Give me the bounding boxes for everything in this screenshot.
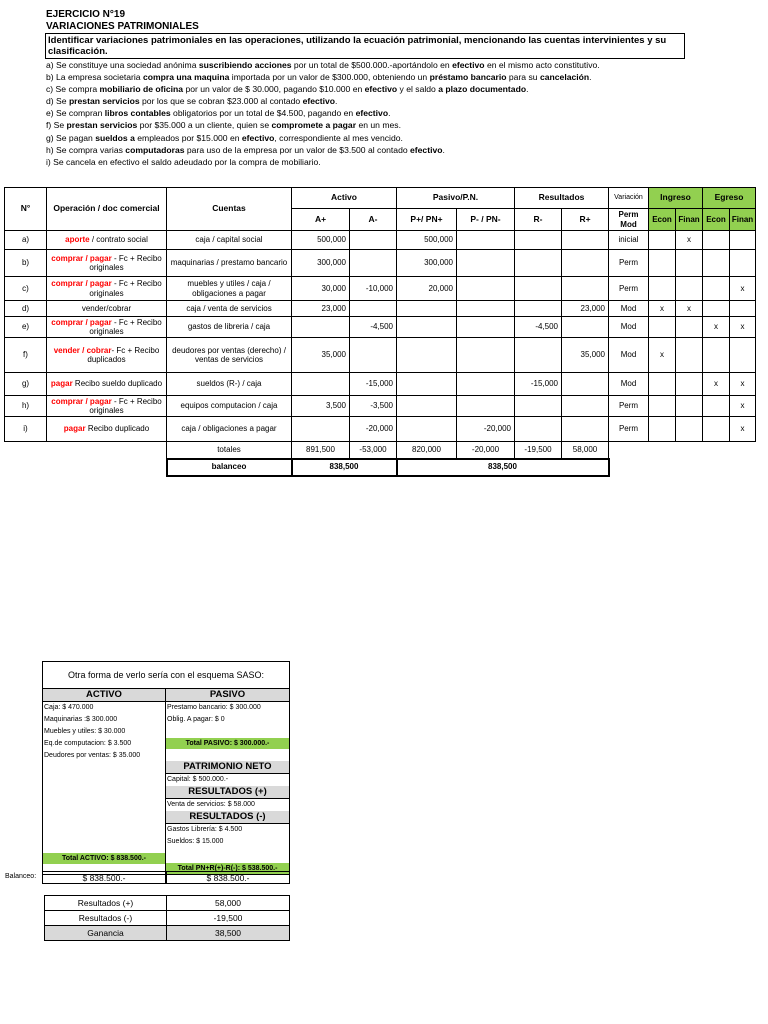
col-r-minus: R- bbox=[515, 209, 562, 231]
row-egreso-econ bbox=[703, 250, 730, 277]
saso-res-neg-header: RESULTADOS (-) bbox=[166, 811, 289, 824]
row-r-minus bbox=[515, 250, 562, 277]
row-r-minus bbox=[515, 301, 562, 317]
row-r-plus bbox=[562, 417, 609, 442]
row-ingreso-finan bbox=[676, 277, 703, 301]
col-variacion: Variación bbox=[609, 188, 649, 209]
operation-item: b) La empresa societaria compra una maquina importada por un valor de $300.000, obteniendo un préstamo bancario para su cancelación. bbox=[46, 72, 592, 83]
total-r-plus: 58,000 bbox=[562, 442, 609, 459]
total-p-plus: 820,000 bbox=[397, 442, 457, 459]
row-operation: comprar / pagar - Fc + Recibo originales bbox=[47, 396, 167, 417]
row-a-minus bbox=[350, 231, 397, 250]
operation-item: g) Se pagan sueldos a empleados por $15.000 en efectivo, correspondiente al mes vencido. bbox=[46, 132, 403, 143]
row-r-plus bbox=[562, 396, 609, 417]
row-p-minus bbox=[457, 301, 515, 317]
saso-pasivo-header: PASIVO bbox=[166, 689, 289, 702]
row-ingreso-econ bbox=[649, 396, 676, 417]
row-number: i) bbox=[5, 417, 47, 442]
row-ingreso-econ bbox=[649, 250, 676, 277]
col-egreso: Egreso bbox=[703, 188, 756, 209]
saso-res-neg-item: Sueldos: $ 15.000 bbox=[167, 838, 224, 845]
operation-item: f) Se prestan servicios por $35.000 a un cliente, quien se compromete a pagar en un mes. bbox=[46, 120, 401, 131]
row-r-plus bbox=[562, 250, 609, 277]
row-r-minus bbox=[515, 231, 562, 250]
row-egreso-econ bbox=[703, 277, 730, 301]
results-row bbox=[45, 896, 290, 911]
row-r-plus bbox=[562, 277, 609, 301]
row-egreso-econ bbox=[703, 417, 730, 442]
table-row bbox=[5, 250, 756, 277]
row-r-plus: 35,000 bbox=[562, 338, 609, 373]
row-p-plus bbox=[397, 373, 457, 396]
row-cuentas: caja / capital social bbox=[167, 231, 292, 250]
results-table bbox=[44, 895, 290, 941]
row-a-minus bbox=[350, 250, 397, 277]
row-ingreso-finan bbox=[676, 338, 703, 373]
row-cuentas: muebles y utiles / caja / obligaciones a pagar bbox=[167, 277, 292, 301]
saso-activo-item: Deudores por ventas: $ 35.000 bbox=[44, 752, 141, 759]
row-a-minus: -4,500 bbox=[350, 317, 397, 338]
row-a-minus: -10,000 bbox=[350, 277, 397, 301]
saso-res-neg-item: Gastos Librería: $ 4.500 bbox=[167, 826, 243, 833]
col-a-plus: A+ bbox=[292, 209, 350, 231]
row-r-minus: -15,000 bbox=[515, 373, 562, 396]
results-value: 38,500 bbox=[167, 926, 290, 941]
row-a-plus: 3,500 bbox=[292, 396, 350, 417]
row-r-minus bbox=[515, 396, 562, 417]
row-r-minus: -4,500 bbox=[515, 317, 562, 338]
row-r-minus bbox=[515, 338, 562, 373]
saso-activo-header: ACTIVO bbox=[43, 689, 165, 702]
row-egreso-econ: x bbox=[703, 317, 730, 338]
row-variacion: inicial bbox=[609, 231, 649, 250]
results-label: Ganancia bbox=[45, 926, 167, 941]
operation-item: a) Se constituye una sociedad anónima suscribiendo acciones por un total de $500.000.-aportándolo en efectivo en el mismo acto constitutivo. bbox=[46, 60, 600, 70]
row-number: a) bbox=[5, 231, 47, 250]
row-variacion: Mod bbox=[609, 373, 649, 396]
results-label: Resultados (-) bbox=[45, 911, 167, 926]
row-operation: comprar / pagar - Fc + Recibo originales bbox=[47, 317, 167, 338]
row-p-minus bbox=[457, 231, 515, 250]
row-p-minus bbox=[457, 373, 515, 396]
col-a-minus: A- bbox=[350, 209, 397, 231]
task-statement: Identificar variaciones patrimoniales en las operaciones, utilizando la ecuación patrimonial, mencionando las cuentas intervinientes y su clasificación. bbox=[45, 33, 685, 59]
operation-item: h) Se compra varias computadoras para uso de la empresa por un valor de $3.500 al contado efectivo. bbox=[46, 144, 445, 155]
row-ingreso-econ: x bbox=[649, 301, 676, 317]
saso-scheme bbox=[42, 661, 290, 875]
row-cuentas: equipos computacion / caja bbox=[167, 396, 292, 417]
row-r-plus bbox=[562, 373, 609, 396]
row-operation: comprar / pagar - Fc + Recibo originales bbox=[47, 250, 167, 277]
row-a-plus: 23,000 bbox=[292, 301, 350, 317]
total-a-plus: 891,500 bbox=[292, 442, 350, 459]
exercise-title: EJERCICIO N°19 bbox=[46, 9, 126, 20]
total-r-minus: -19,500 bbox=[515, 442, 562, 459]
table-row bbox=[5, 417, 756, 442]
row-egreso-finan bbox=[730, 250, 756, 277]
row-p-plus bbox=[397, 301, 457, 317]
col-resultados: Resultados bbox=[515, 188, 609, 209]
row-a-minus bbox=[350, 338, 397, 373]
row-p-minus bbox=[457, 338, 515, 373]
row-ingreso-finan: x bbox=[676, 301, 703, 317]
col-cuentas: Cuentas bbox=[167, 188, 292, 231]
row-egreso-econ: x bbox=[703, 373, 730, 396]
row-variacion: Mod bbox=[609, 338, 649, 373]
row-r-plus: 23,000 bbox=[562, 301, 609, 317]
row-a-plus bbox=[292, 417, 350, 442]
row-a-plus bbox=[292, 317, 350, 338]
row-r-plus bbox=[562, 231, 609, 250]
saso-title: Otra forma de verlo sería con el esquema SASO: bbox=[43, 662, 289, 689]
row-egreso-finan: x bbox=[730, 417, 756, 442]
row-p-plus: 300,000 bbox=[397, 250, 457, 277]
col-perm-mod: Perm Mod bbox=[609, 209, 649, 231]
col-finan-ingreso: Finan bbox=[676, 209, 703, 231]
saso-activo-item: Maquinarias :$ 300.000 bbox=[44, 716, 118, 723]
col-econ-ingreso: Econ bbox=[649, 209, 676, 231]
col-op: Operación / doc comercial bbox=[47, 188, 167, 231]
row-variacion: Perm bbox=[609, 396, 649, 417]
row-number: g) bbox=[5, 373, 47, 396]
row-cuentas: maquinarias / prestamo bancario bbox=[167, 250, 292, 277]
row-a-plus: 500,000 bbox=[292, 231, 350, 250]
table-row bbox=[5, 231, 756, 250]
col-p-minus: P- / PN- bbox=[457, 209, 515, 231]
row-ingreso-econ bbox=[649, 317, 676, 338]
saso-activo-item: Eq.de computacion: $ 3.500 bbox=[44, 740, 132, 747]
saso-pasivo-column bbox=[166, 689, 289, 874]
results-value: 58,000 bbox=[167, 896, 290, 911]
row-ingreso-finan: x bbox=[676, 231, 703, 250]
saso-total-pn: Total PN+R(+)-R(-): $ 538.500.- bbox=[166, 863, 289, 874]
row-cuentas: caja / obligaciones a pagar bbox=[167, 417, 292, 442]
saso-pasivo-item: Prestamo bancario: $ 300.000 bbox=[167, 704, 261, 711]
row-p-minus: -20,000 bbox=[457, 417, 515, 442]
saso-activo-item: Caja: $ 470.000 bbox=[44, 704, 94, 711]
row-a-minus bbox=[350, 301, 397, 317]
table-row bbox=[5, 277, 756, 301]
row-operation: aporte / contrato social bbox=[47, 231, 167, 250]
row-ingreso-econ bbox=[649, 417, 676, 442]
row-p-plus bbox=[397, 417, 457, 442]
results-row bbox=[45, 911, 290, 926]
saso-res-pos-item: Venta de servicios: $ 58.000 bbox=[167, 801, 255, 808]
row-ingreso-finan bbox=[676, 317, 703, 338]
row-p-plus bbox=[397, 317, 457, 338]
row-a-minus: -15,000 bbox=[350, 373, 397, 396]
row-variacion: Perm bbox=[609, 277, 649, 301]
col-activo: Activo bbox=[292, 188, 397, 209]
col-pasivo: Pasivo/P.N. bbox=[397, 188, 515, 209]
balance-label: balanceo bbox=[167, 459, 292, 476]
saso-pn-header: PATRIMONIO NETO bbox=[166, 761, 289, 774]
row-number: f) bbox=[5, 338, 47, 373]
row-r-plus bbox=[562, 317, 609, 338]
col-econ-egreso: Econ bbox=[703, 209, 730, 231]
row-egreso-finan bbox=[730, 301, 756, 317]
row-egreso-finan: x bbox=[730, 396, 756, 417]
row-egreso-finan bbox=[730, 231, 756, 250]
row-ingreso-finan bbox=[676, 373, 703, 396]
row-egreso-econ bbox=[703, 231, 730, 250]
row-r-minus bbox=[515, 277, 562, 301]
row-egreso-econ bbox=[703, 301, 730, 317]
row-cuentas: sueldos (R-) / caja bbox=[167, 373, 292, 396]
operation-item: c) Se compra mobiliario de oficina por un valor de $ 30.000, pagando $10.000 en efectivo y el saldo a plazo documentado. bbox=[46, 84, 529, 95]
totals-label: totales bbox=[167, 442, 292, 459]
row-ingreso-finan bbox=[676, 250, 703, 277]
operation-item: e) Se compran libros contables obligatorios por un total de $4.500, pagando en efectivo. bbox=[46, 108, 391, 119]
row-operation: comprar / pagar - Fc + Recibo originales bbox=[47, 277, 167, 301]
row-number: b) bbox=[5, 250, 47, 277]
row-p-plus: 500,000 bbox=[397, 231, 457, 250]
table-row bbox=[5, 373, 756, 396]
row-a-plus: 35,000 bbox=[292, 338, 350, 373]
row-ingreso-finan bbox=[676, 417, 703, 442]
row-ingreso-finan bbox=[676, 396, 703, 417]
row-ingreso-econ bbox=[649, 231, 676, 250]
operation-item: i) Se cancela en efectivo el saldo adeudado por la compra de mobiliario. bbox=[46, 156, 321, 167]
table-row bbox=[5, 338, 756, 373]
saso-pasivo-item: Oblig. A pagar: $ 0 bbox=[167, 716, 225, 723]
row-egreso-econ bbox=[703, 396, 730, 417]
row-operation: pagar Recibo sueldo duplicado bbox=[47, 373, 167, 396]
row-p-plus bbox=[397, 338, 457, 373]
col-ingreso: Ingreso bbox=[649, 188, 703, 209]
row-ingreso-econ bbox=[649, 373, 676, 396]
row-a-plus: 30,000 bbox=[292, 277, 350, 301]
row-cuentas: deudores por ventas (derecho) / ventas de servicios bbox=[167, 338, 292, 373]
row-p-minus bbox=[457, 277, 515, 301]
table-row bbox=[5, 301, 756, 317]
saso-balance-label: Balanceo: bbox=[5, 873, 37, 880]
balance-activo: 838,500 bbox=[292, 459, 397, 476]
row-p-plus: 20,000 bbox=[397, 277, 457, 301]
saso-total-pasivo: Total PASIVO: $ 300.000.- bbox=[166, 738, 289, 749]
saso-activo-column bbox=[43, 689, 166, 874]
operations-list bbox=[46, 59, 600, 168]
row-egreso-finan: x bbox=[730, 277, 756, 301]
row-a-plus: 300,000 bbox=[292, 250, 350, 277]
table-row bbox=[5, 317, 756, 338]
total-p-minus: -20,000 bbox=[457, 442, 515, 459]
col-r-plus: R+ bbox=[562, 209, 609, 231]
row-egreso-finan: x bbox=[730, 317, 756, 338]
col-p-plus: P+/ PN+ bbox=[397, 209, 457, 231]
row-number: h) bbox=[5, 396, 47, 417]
row-p-minus bbox=[457, 317, 515, 338]
row-ingreso-econ: x bbox=[649, 338, 676, 373]
row-number: e) bbox=[5, 317, 47, 338]
variations-table bbox=[4, 187, 756, 477]
row-a-minus: -3,500 bbox=[350, 396, 397, 417]
results-value: -19,500 bbox=[167, 911, 290, 926]
row-a-plus bbox=[292, 373, 350, 396]
saso-activo-item: Muebles y utiles: $ 30.000 bbox=[44, 728, 126, 735]
saso-balance-left: $ 838.500.- bbox=[42, 871, 166, 884]
balance-pasivo: 838,500 bbox=[397, 459, 609, 476]
row-p-plus bbox=[397, 396, 457, 417]
row-variacion: Mod bbox=[609, 301, 649, 317]
row-p-minus bbox=[457, 250, 515, 277]
saso-res-pos-header: RESULTADOS (+) bbox=[166, 786, 289, 799]
row-variacion: Perm bbox=[609, 250, 649, 277]
col-finan-egreso: Finan bbox=[730, 209, 756, 231]
row-operation: vender/cobrar bbox=[47, 301, 167, 317]
row-operation: vender / cobrar- Fc + Recibo duplicados bbox=[47, 338, 167, 373]
total-a-minus: -53,000 bbox=[350, 442, 397, 459]
row-operation: pagar Recibo duplicado bbox=[47, 417, 167, 442]
saso-capital: Capital: $ 500.000.- bbox=[167, 776, 229, 783]
row-variacion: Perm bbox=[609, 417, 649, 442]
row-number: d) bbox=[5, 301, 47, 317]
results-label: Resultados (+) bbox=[45, 896, 167, 911]
operation-item: d) Se prestan servicios por los que se cobran $23.000 al contado efectivo. bbox=[46, 96, 338, 107]
row-egreso-econ bbox=[703, 338, 730, 373]
results-row bbox=[45, 926, 290, 941]
saso-balance bbox=[42, 871, 290, 884]
row-p-minus bbox=[457, 396, 515, 417]
saso-total-activo: Total ACTIVO: $ 838.500.- bbox=[43, 853, 165, 864]
row-variacion: Mod bbox=[609, 317, 649, 338]
row-a-minus: -20,000 bbox=[350, 417, 397, 442]
row-egreso-finan: x bbox=[730, 373, 756, 396]
row-egreso-finan bbox=[730, 338, 756, 373]
col-n: N° bbox=[5, 188, 47, 231]
row-cuentas: caja / venta de servicios bbox=[167, 301, 292, 317]
saso-balance-right: $ 838.500.- bbox=[166, 871, 290, 884]
row-cuentas: gastos de libreria / caja bbox=[167, 317, 292, 338]
row-number: c) bbox=[5, 277, 47, 301]
row-ingreso-econ bbox=[649, 277, 676, 301]
exercise-subtitle: VARIACIONES PATRIMONIALES bbox=[46, 21, 199, 32]
table-row bbox=[5, 396, 756, 417]
row-r-minus bbox=[515, 417, 562, 442]
